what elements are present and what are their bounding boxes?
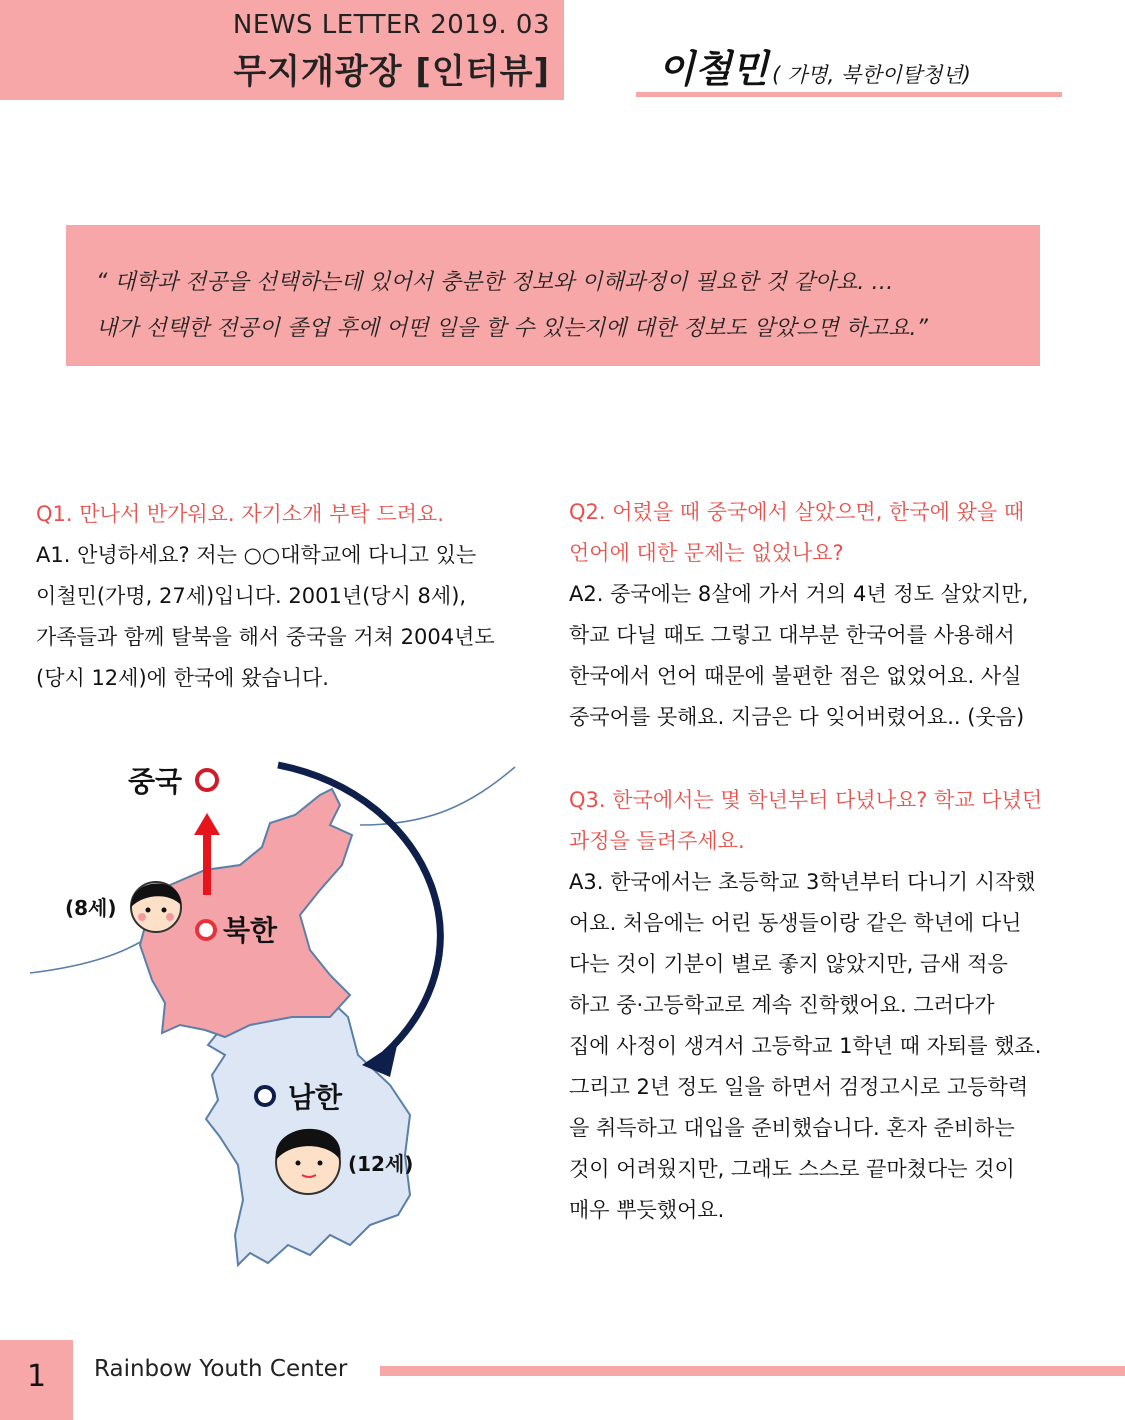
child-face-icon <box>131 882 181 932</box>
answer-3-line: 다는 것이 기분이 별로 좋지 않았지만, 금새 적응 <box>569 952 1008 976</box>
north-marker-icon <box>197 921 215 939</box>
answer-2-line: A2. 중국에는 8살에 가서 거의 4년 정도 살았지만, <box>569 582 1029 606</box>
answer-2-line: 중국어를 못해요. 지금은 다 잊어버렸어요.. (웃음) <box>569 705 1025 729</box>
south-label: 남한 <box>288 1081 343 1114</box>
answer-3-line: 을 취득하고 대입을 준비했습니다. 혼자 준비하는 <box>569 1116 1015 1140</box>
answer-1-line: A1. 안녕하세요? 저는 ○○대학교에 다니고 있는 <box>36 543 477 567</box>
korea-map-illustration <box>30 755 530 1275</box>
newsletter-title: NEWS LETTER 2019. 03 <box>232 10 550 40</box>
south-marker-icon <box>256 1087 274 1105</box>
answer-1-line: 이철민(가명, 27세)입니다. 2001년(당시 8세), <box>36 584 467 608</box>
answer-2-line: 학교 다닐 때도 그렇고 대부분 한국어를 사용해서 <box>569 623 1015 647</box>
page-number: 1 <box>0 1340 73 1420</box>
interviewee-desc: ( 가명, 북한이탈청년) <box>772 63 971 87</box>
answer-1-line: 가족들과 함께 탈북을 해서 중국을 거쳐 2004년도 <box>36 625 495 649</box>
question-1: Q1. 만나서 반가워요. 자기소개 부탁 드려요. <box>36 502 444 526</box>
section-title: 무지개광장 [인터뷰] <box>233 52 550 92</box>
question-2-line: Q2. 어렸을 때 중국에서 살았으면, 한국에 왔을 때 <box>569 500 1025 524</box>
answer-3-line: 것이 어려웠지만, 그래도 스스로 끝마쳤다는 것이 <box>569 1157 1015 1181</box>
name-underline <box>636 92 1062 97</box>
answer-2-line: 한국에서 언어 때문에 불편한 점은 없었어요. 사실 <box>569 664 1022 688</box>
age-south-label: (12세) <box>348 1152 414 1176</box>
answer-3-line: 매우 뿌듯했어요. <box>569 1198 725 1222</box>
question-2-line: 언어에 대한 문제는 없었나요? <box>569 541 844 565</box>
interviewee <box>658 38 971 93</box>
china-marker-icon <box>197 770 217 790</box>
red-arrow-head-icon <box>194 813 220 835</box>
answer-3-line: 어요. 처음에는 어린 동생들이랑 같은 학년에 다닌 <box>569 911 1022 935</box>
footer-rule <box>380 1366 1125 1376</box>
china-label: 중국 <box>128 765 183 798</box>
north-label: 북한 <box>223 914 278 947</box>
organization-name: Rainbow Youth Center <box>94 1356 348 1382</box>
question-3-line: Q3. 한국에서는 몇 학년부터 다녔나요? 학교 다녔던 <box>569 788 1043 812</box>
answer-3-line: A3. 한국에서는 초등학교 3학년부터 다니기 시작했 <box>569 870 1036 894</box>
answer-3-line: 집에 사정이 생겨서 고등학교 1학년 때 자퇴를 했죠. <box>569 1034 1042 1058</box>
question-3-line: 과정을 들려주세요. <box>569 829 745 853</box>
teen-face-icon <box>276 1129 341 1194</box>
age-north-label: (8세) <box>65 896 117 920</box>
interviewee-name: 이철민 <box>658 47 769 91</box>
answer-1-line: (당시 12세)에 한국에 왔습니다. <box>36 666 329 690</box>
answer-3-line: 그리고 2년 정도 일을 하면서 검정고시로 고등학력 <box>569 1075 1029 1099</box>
answer-3-line: 하고 중·고등학교로 계속 진학했어요. 그러다가 <box>569 993 995 1017</box>
quote-line-2: 내가 선택한 전공이 졸업 후에 어떤 일을 할 수 있는지에 대한 정보도 알았으면 하고요.” <box>96 316 928 341</box>
quote-line-1: “ 대학과 전공을 선택하는데 있어서 충분한 정보와 이해과정이 필요한 것 같아요. … <box>96 270 894 295</box>
